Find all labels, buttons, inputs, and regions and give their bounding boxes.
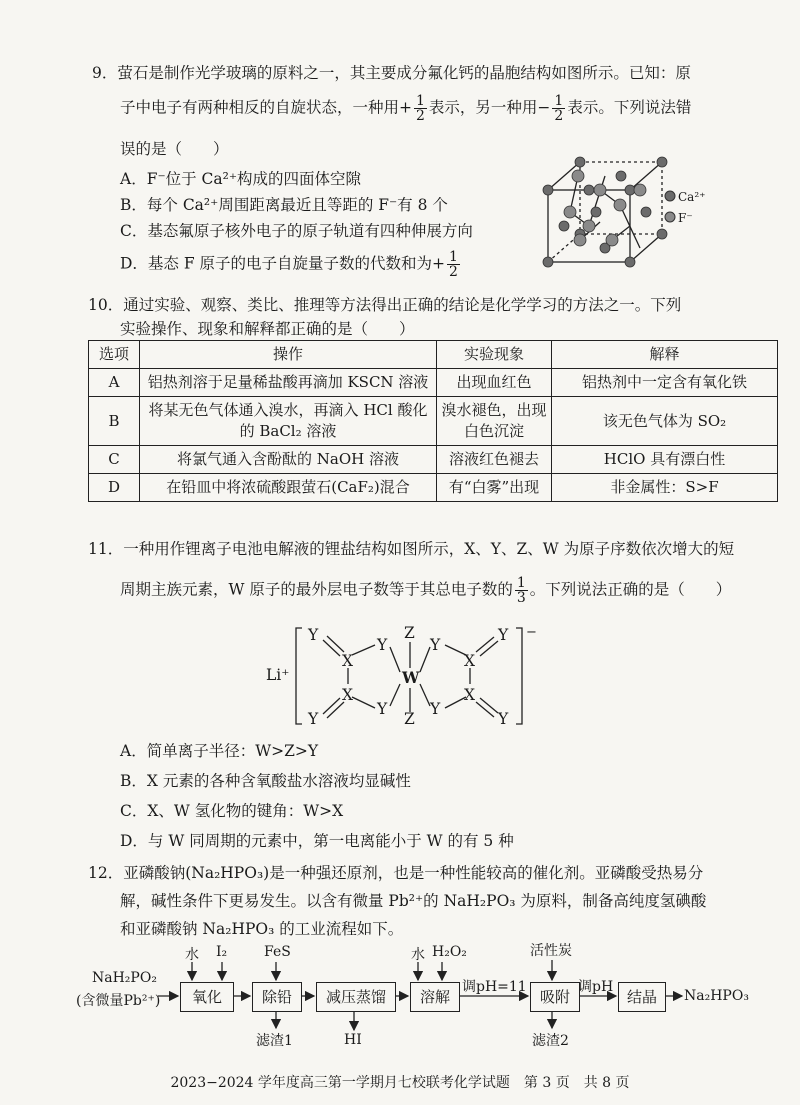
legend-ca-label: Ca²⁺ [678, 190, 706, 204]
q11-stem-line1: 11．一种用作锂离子电池电解液的锂盐结构如图所示，X、Y、Z、W 为原子序数依次增大的短 [88, 540, 735, 558]
header-operation: 操作 [140, 341, 437, 369]
q12-stem-line1: 12．亚磷酸钠(Na₂HPO₃)是一种强还原剂，也是一种性能较高的催化剂。亚磷酸受热易分 [88, 864, 704, 882]
input-water2-label: 水 [411, 947, 425, 963]
cell-phenomenon: 出现血红色 [437, 369, 552, 397]
cell-option: C [89, 446, 140, 474]
atom-w: W [402, 668, 420, 687]
step-dissolution-box: 溶解 [410, 982, 460, 1012]
atom-z: Z [404, 710, 415, 728]
atom-x: X [464, 652, 476, 670]
step-lead-removal-box: 除铅 [252, 982, 302, 1012]
cell-phenomenon: 溶液红色褪去 [437, 446, 552, 474]
legend-f-label: F⁻ [678, 211, 693, 225]
q9-stem-line3: 误的是（ ） [120, 140, 229, 158]
q9-option-b: B．每个 Ca²⁺周围距离最近且等距的 F⁻有 8 个 [120, 196, 448, 214]
atom-y: Y [308, 710, 319, 728]
cell-operation: 将某无色气体通入溴水，再滴入 HCl 酸化的 BaCl₂ 溶液 [140, 397, 437, 446]
atom-y: Y [377, 700, 388, 718]
cell-phenomenon: 有“白雾”出现 [437, 474, 552, 502]
cell-option: A [89, 369, 140, 397]
q12-stem-line2: 解，碱性条件下更易发生。以含有微量 Pb²⁺的 NaH₂PO₃ 为原料，制备高纯度氢碘酸 [120, 892, 707, 910]
atom-z: Z [404, 624, 415, 642]
cell-option: B [89, 397, 140, 446]
lithium-ion-label: Li⁺ [266, 666, 290, 684]
atom-y: Y [498, 710, 509, 728]
input-iodine-label: I₂ [216, 944, 228, 960]
cell-operation: 铝热剂溶于足量稀盐酸再滴加 KSCN 溶液 [140, 369, 437, 397]
atom-y: Y [430, 700, 441, 718]
q9-option-c: C．基态氟原子核外电子的原子轨道有四种伸展方向 [120, 222, 473, 240]
feed-impurity-label: (含微量Pb²⁺) [76, 993, 161, 1009]
q11-option-b: B．X 元素的各种含氧酸盐水溶液均显碱性 [120, 772, 411, 790]
atom-x: X [342, 686, 354, 704]
cell-phenomenon: 溴水褪色，出现白色沉淀 [437, 397, 552, 446]
cell-option: D [89, 474, 140, 502]
input-water-label: 水 [185, 947, 199, 963]
q9-option-a: A．F⁻位于 Ca²⁺构成的四面体空隙 [120, 170, 362, 188]
q12-stem-line3: 和亚磷酸钠 Na₂HPO₃ 的工业流程如下。 [120, 920, 404, 938]
q11-stem-line2: 周期主族元素，W 原子的最外层电子数等于其总电子数的 $\frac{1}{3}$ 。下列说法正确的是（ ） [120, 575, 732, 606]
feed-label: NaH₂PO₂ [92, 970, 157, 986]
q11-option-a: A．简单离子半径：W>Z>Y [120, 742, 319, 760]
cell-explanation: HClO 具有漂白性 [552, 446, 778, 474]
q10-stem-line1: 10．通过实验、观察、类比、推理等方法得出正确的结论是化学学习的方法之一。下列 [88, 296, 682, 314]
atom-y: Y [377, 636, 388, 654]
cell-explanation: 非金属性：S>F [552, 474, 778, 502]
step-oxidation-box: 氧化 [180, 982, 234, 1012]
step-crystallization-box: 结晶 [618, 982, 666, 1012]
cell-operation: 将氯气通入含酚酞的 NaOH 溶液 [140, 446, 437, 474]
input-fes-label: FeS [264, 944, 291, 960]
step-vacuum-distillation-box: 减压蒸馏 [316, 982, 396, 1012]
atom-y: Y [498, 626, 509, 644]
adjust-ph-label: 调pH [578, 979, 614, 995]
cell-operation: 在铅皿中将浓硫酸跟萤石(CaF₂)混合 [140, 474, 437, 502]
atom-y: Y [430, 636, 441, 654]
cell-explanation: 该无色气体为 SO₂ [552, 397, 778, 446]
hi-product-label: HI [344, 1032, 362, 1048]
input-h2o2-label: H₂O₂ [432, 944, 467, 960]
anion-charge: − [526, 625, 537, 640]
q9-option-d: D．基态 F 原子的电子自旋量子数的代数和为+ $\frac{1}{2}$ [120, 249, 458, 280]
page-footer: 2023−2024 学年度高三第一学期月七校联考化学试题 第 3 页 共 8 页 [170, 1075, 630, 1091]
atom-x: X [342, 652, 354, 670]
header-phenomenon: 实验现象 [437, 341, 552, 369]
final-product-label: Na₂HPO₃ [684, 988, 749, 1004]
header-explanation: 解释 [552, 341, 778, 369]
q9-stem-line1: 9．萤石是制作光学玻璃的原料之一，其主要成分氟化钙的晶胞结构如图所示。已知：原 [92, 64, 691, 82]
atom-y: Y [308, 626, 319, 644]
adjust-ph11-label: 调pH=11 [462, 979, 527, 995]
cell-explanation: 铝热剂中一定含有氧化铁 [552, 369, 778, 397]
q9-stem-line2: 子中电子有两种相反的自旋状态，一种用+ $\frac{1}{2}$ 表示，另一种用− $\frac{1}{2}$ 表示。下列说法错 [120, 93, 692, 124]
q11-option-d: D．与 W 同周期的元素中，第一电离能小于 W 的有 5 种 [120, 832, 514, 850]
q10-stem-line2: 实验操作、现象和解释都正确的是（ ） [120, 320, 415, 338]
atom-x: X [464, 686, 476, 704]
input-activated-carbon-label: 活性炭 [530, 943, 572, 959]
residue2-label: 滤渣2 [532, 1033, 569, 1049]
residue1-label: 滤渣1 [256, 1033, 293, 1049]
header-option: 选项 [89, 341, 140, 369]
step-adsorption-box: 吸附 [530, 982, 580, 1012]
q11-option-c: C．X、W 氢化物的键角：W>X [120, 802, 344, 820]
